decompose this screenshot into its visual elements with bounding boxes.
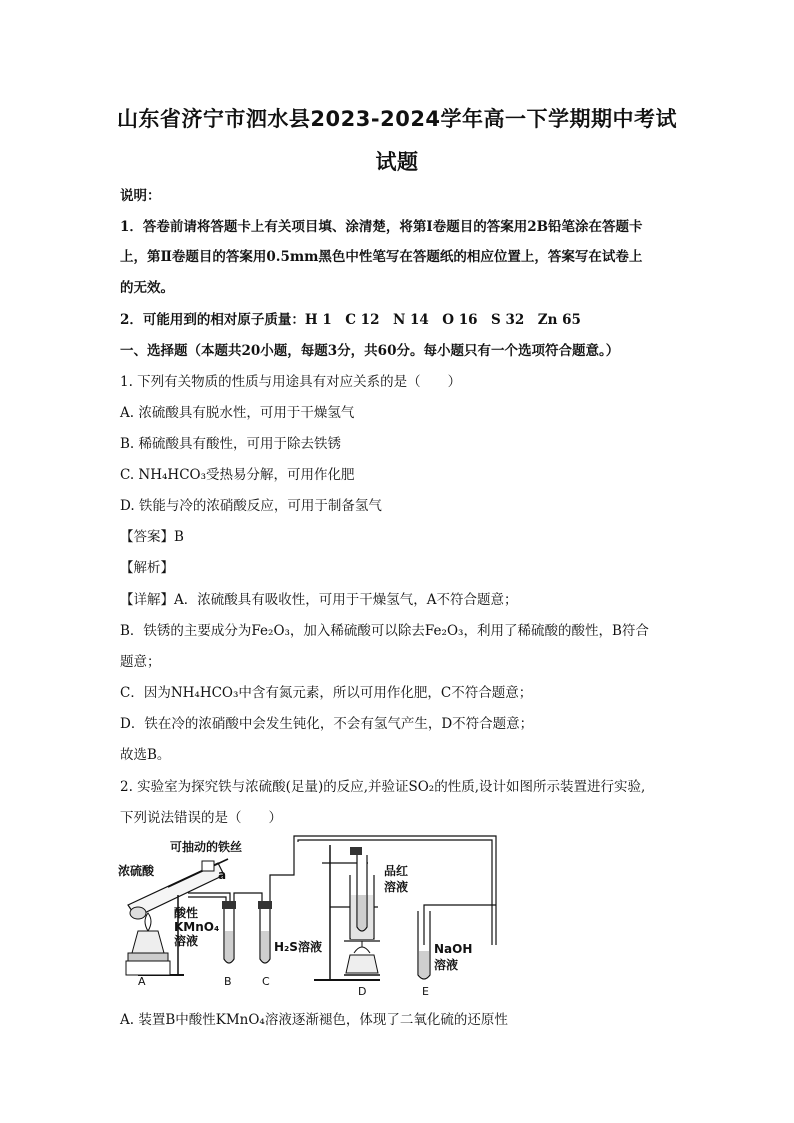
tag-d: D — [358, 985, 367, 998]
notes-item2: 2．可能用到的相对原子质量：H 1 C 12 N 14 O 16 S 32 Zn 65 — [120, 312, 581, 328]
tube-b-c — [234, 893, 262, 901]
label-iron-wire: 可抽动的铁丝 — [170, 840, 243, 854]
label-naoh-2: 溶液 — [434, 958, 459, 972]
q1-detail-line: 故选B。 — [120, 747, 171, 763]
q1-option-a: A. 浓硫酸具有脱水性，可用于干燥氢气 — [120, 405, 355, 421]
label-naoh-1: NaOH — [434, 942, 473, 956]
q1-option-b: B. 稀硫酸具有酸性，可用于除去铁锈 — [120, 436, 342, 452]
q1-detail-line: D．铁在冷的浓硝酸中会发生钝化，不会有氢气产生，D不符合题意； — [120, 716, 534, 732]
test-tube-c — [258, 901, 272, 963]
tube-c-d — [270, 842, 294, 901]
exam-title-line2: 试题 — [375, 150, 419, 174]
q1-answer: 【答案】B — [120, 529, 184, 545]
q1-detail-line: 【详解】A．浓硫酸具有吸收性，可用于干燥氢气，A不符合题意； — [120, 592, 518, 608]
tube-a-b — [188, 897, 226, 901]
label-kmno4-1: 酸性 — [174, 906, 199, 920]
apparatus-d — [314, 845, 380, 980]
test-tube-b — [222, 901, 236, 963]
label-a: a — [218, 868, 227, 882]
q1-detail-line: 题意； — [120, 654, 161, 670]
tag-e: E — [422, 985, 429, 998]
label-kmno4-3: 溶液 — [174, 934, 199, 948]
notes-item1-line2: 上，第Ⅱ卷题目的答案用0.5mm黑色中性笔写在答题纸的相应位置上，答案写在试卷上 — [120, 249, 643, 265]
q1-stem: 1. 下列有关物质的性质与用途具有对应关系的是（ ） — [120, 374, 462, 390]
q1-option-c: C. NH₄HCO₃受热易分解，可用作化肥 — [120, 467, 355, 483]
q1-analysis-label: 【解析】 — [120, 560, 174, 576]
label-kmno4-2: KMnO₄ — [174, 920, 220, 934]
tag-a: A — [138, 975, 146, 988]
tag-b: B — [224, 975, 232, 988]
notes-item1-line1: 1．答卷前请将答题卡上有关项目填、涂清楚，将第Ⅰ卷题目的答案用2B铅笔涂在答题卡 — [120, 219, 643, 235]
q2-stem-line1: 2. 实验室为探究铁与浓硫酸(足量)的反应,并验证SO₂的性质,设计如图所示装置进行实验, — [120, 779, 646, 795]
notes-item1-line3: 的无效。 — [120, 280, 174, 296]
q2-stem-line2: 下列说法错误的是（ ） — [120, 810, 282, 826]
q1-option-d: D. 铁能与冷的浓硝酸反应，可用于制备氢气 — [120, 498, 382, 514]
q1-detail-line: B．铁锈的主要成分为Fe₂O₃，加入稀硫酸可以除去Fe₂O₃，利用了稀硫酸的酸性，B符合 — [120, 623, 649, 639]
q1-detail-line: C．因为NH₄HCO₃中含有氮元素，所以可用作化肥，C不符合题意； — [120, 685, 533, 701]
apparatus-diagram — [118, 835, 518, 1005]
label-conc-sulfuric: 浓硫酸 — [118, 864, 155, 878]
section1-heading: 一、选择题（本题共20小题，每题3分，共60分。每小题只有一个选项符合题意。） — [120, 343, 620, 359]
q2-option-a: A. 装置B中酸性KMnO₄溶液逐渐褪色，体现了二氧化硫的还原性 — [120, 1012, 508, 1028]
label-h2s: H₂S溶液 — [274, 940, 322, 954]
label-pinhong-2: 溶液 — [384, 880, 409, 894]
notes-heading: 说明： — [120, 188, 161, 204]
label-pinhong-1: 品红 — [384, 864, 409, 878]
exam-title-line1: 山东省济宁市泗水县2023-2024学年高一下学期期中考试 — [116, 107, 678, 131]
tag-c: C — [262, 975, 270, 988]
